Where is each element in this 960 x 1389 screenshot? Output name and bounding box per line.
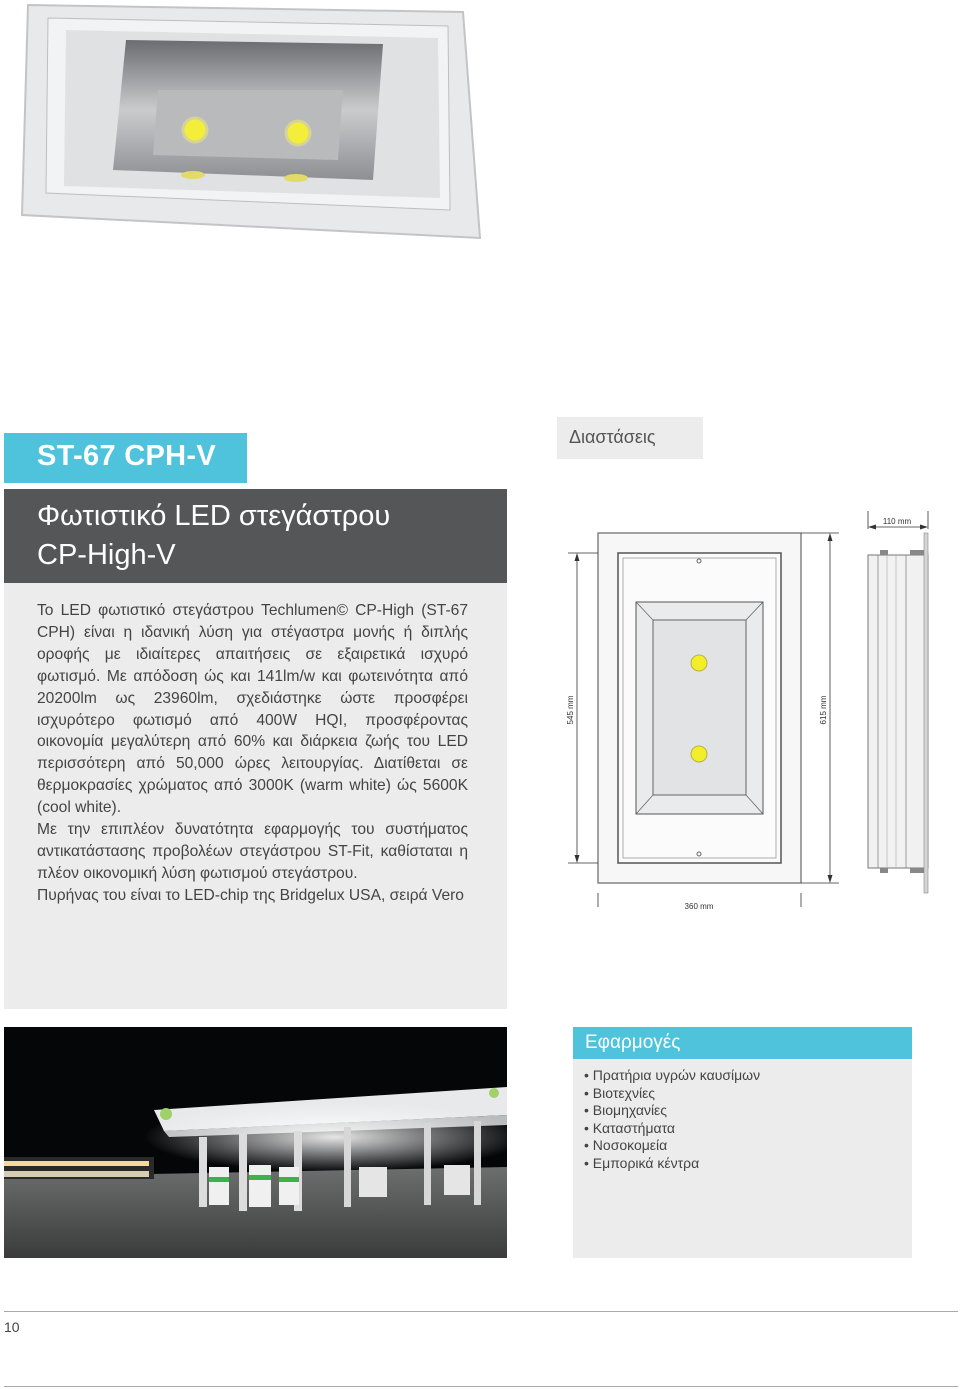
product-photo <box>18 0 488 245</box>
description-paragraph: Το LED φωτιστικό στεγάστρου Techlumen© CP-High (ST-67 CPH) είναι η ιδανική λύση για στέγαστρα μονής ή διπλής οροφής με ιδιαίτερες απαιτήσεις σε εξαιρετικά ισχυρό φωτισμό. Με απόδοση ώς και 141lm/w και φωτεινότητα από 20200lm ως 23960lm, σχεδιάστηκε ώστε προσφέρει ισχυρότερο φωτισμό από 400W HQI, προσφέροντας οικονομία μεγαλύτερη από 60% και διάρκεια ζωής του LED περισσότερη από 50,000 ώρες λειτουργίας. Διατίθεται σε θερμοκρασίες χρώματος από 3000K (warm white) ώς 5600K (cool white). <box>37 602 468 817</box>
model-title: ST-67 CPH-V <box>37 440 216 472</box>
product-title-line2: CP-High-V <box>37 539 176 571</box>
description-paragraph: Με την επιπλέον δυνατότητα εφαρμογής του συστήματος αντικατάστασης προβολέων στεγάστρου ST-Fit, καθίσταται η πλέον οικονομική λύση φωτισμού στεγάστρου. <box>37 821 468 882</box>
dimension-label-height: 545 mm <box>566 695 575 725</box>
dimensions-tab-label: Διαστάσεις <box>569 427 656 447</box>
dimensions-tab <box>557 417 703 459</box>
description-text <box>37 600 468 907</box>
technical-drawing <box>556 505 946 910</box>
footer-divider <box>4 1386 958 1387</box>
description-panel <box>4 583 507 1009</box>
dimension-label-depth: 110 mm <box>882 517 912 526</box>
gas-station-photo <box>4 1027 507 1258</box>
application-item: • Νοσοκομεία <box>584 1137 760 1155</box>
led-chip-icon <box>691 746 707 762</box>
application-item: • Καταστήματα <box>584 1120 760 1138</box>
application-item: • Πρατήρια υγρών καυσίμων <box>584 1067 760 1085</box>
applications-header <box>573 1027 912 1059</box>
description-paragraph: Πυρήνας του είναι το LED-chip της Bridgelux USA, σειρά Vero <box>37 886 464 904</box>
application-item: • Βιοτεχνίες <box>584 1085 760 1103</box>
product-title-line1: Φωτιστικό LED στεγάστρου <box>37 500 391 532</box>
model-badge <box>4 433 247 483</box>
applications-panel <box>573 1059 912 1258</box>
dimension-label-width: 360 mm <box>684 902 714 910</box>
led-chip-icon <box>691 655 707 671</box>
side-view <box>868 555 928 868</box>
applications-title: Εφαρμογές <box>585 1032 681 1053</box>
product-title-band <box>4 489 507 583</box>
footer-divider <box>4 1311 958 1312</box>
application-item: • Εμπορικά κέντρα <box>584 1155 760 1173</box>
application-item: • Βιομηχανίες <box>584 1102 760 1120</box>
dimension-label-height-total: 615 mm <box>819 695 828 725</box>
page-number: 10 <box>4 1319 20 1335</box>
applications-list <box>584 1067 760 1172</box>
